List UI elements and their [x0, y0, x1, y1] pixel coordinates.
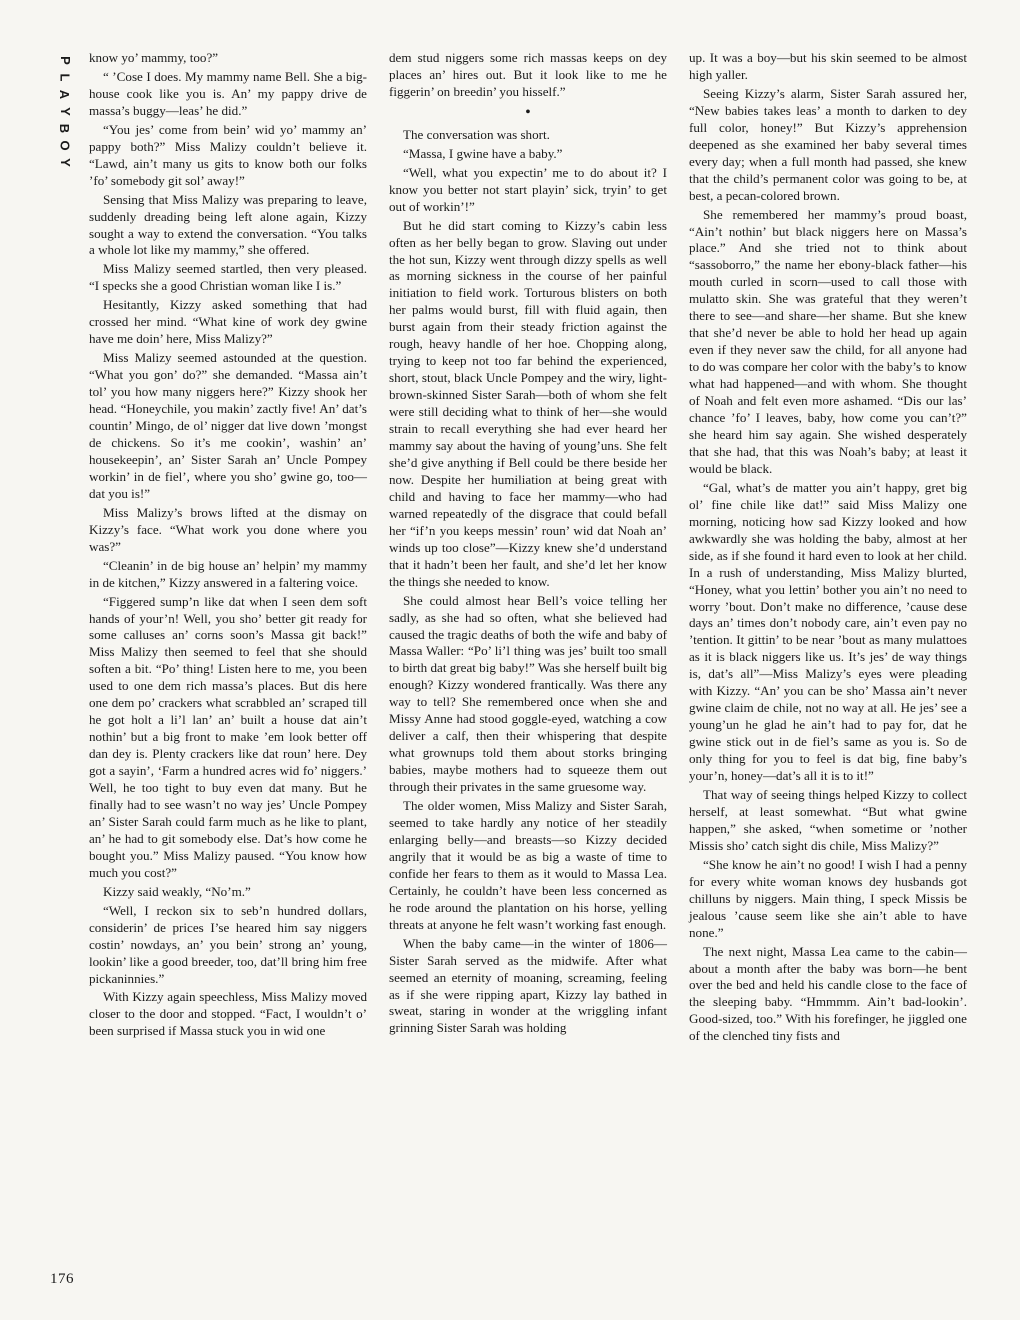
paragraph: know yo’ mammy, too?” [89, 50, 219, 65]
masthead-letter: B [57, 123, 73, 134]
masthead-letter: P [57, 56, 73, 65]
paragraph: “ ’Cose I does. My mammy name Bell. She a big-house cook like you is. An’ my pappy drive de massa’s buggy—leas’ he did.” [89, 68, 367, 118]
masthead-letter: L [57, 73, 73, 82]
paragraph: “She know he ain’t no good! I wish I had a penny for every white woman knows dey husbands got chilluns by niggers. Main thing, I speck Missis be jealous ’cause seem like she ain’t able to have none.” [689, 856, 967, 940]
paragraph: Miss Malizy’s brows lifted at the dismay on Kizzy’s face. “What work you done where you was?” [89, 504, 367, 554]
paragraph: She remembered her mammy’s proud boast, “Ain’t nothin’ but black niggers here on Massa’s place.” And she tried not to think about “sassoborro,” the name her ebony-black father—his mouth curled in scorn—used to call those with mulatto skin. She was grateful that they weren’t there to see—and share—her shame. But she knew that she’d never be able to hold her head up again even if they never saw the child, for all anyone had to do was compare her color with the baby’s to know what had happened—and with whom. She thought of Noah and felt even more ashamed. “Dis our las’ chance ’fo’ I leaves, baby, how come you can’t?” she heard him say again. She wished desperately that she had, that this was Noah’s baby; at least it would be black. [689, 206, 967, 476]
paragraph: up. It was a boy—but his skin seemed to be almost high yaller. [689, 50, 967, 82]
masthead-letter: Y [57, 107, 73, 116]
paragraph: But he did start coming to Kizzy’s cabin less often as her belly began to grow. Slaving out under the hot sun, Kizzy went through dizzy spells as well as morning sickness in the course of her painful initiation to field work. Torturous blisters on both her palms would burst, fill with fluid again, then burst again from their steady friction against the rough, heavy handle of her hoe. Chopping along, trying to keep not too far behind the experienced, short, stout, black Uncle Pompey and the wiry, light-brown-skinned Sister Sarah—both of whom she felt were still deciding what to think of her—she would strain to recall everything she had ever heard her mammy say about the having of young’uns. She felt she’d give anything if Bell could be there beside her now. Despite her humiliation at being great with child and having to face her mammy—who had warned repeatedly of the disgrace that could befall her “if’n you keeps messin’ roun’ wid dat Noah an’ winds up too close”—Kizzy knew she’d understand that it hadn’t been her fault, and she’d let her know the things she needed to know. [389, 217, 667, 589]
masthead-letter: O [57, 140, 73, 151]
page-number: 176 [50, 1271, 74, 1287]
masthead-letter: Y [57, 158, 73, 167]
paragraph: Hesitantly, Kizzy asked something that had crossed her mind. “What kine of work dey gwine have me doin’ here, Miss Malizy?” [89, 297, 367, 347]
masthead-letter: A [57, 89, 73, 100]
paragraph: “Cleanin’ in de big house an’ helpin’ my mammy in de kitchen,” Kizzy answered in a faltering voice. [89, 557, 367, 590]
paragraph: “Well, what you expectin’ me to do about it? I know you better not start playin’ sick, tryin’ to get out of workin’!” [389, 164, 667, 214]
paragraph: “Massa, I gwine have a baby.” [403, 145, 563, 161]
paragraph: “Figgered sump’n like dat when I seen dem soft hands of your’n! Well, you sho’ better git ready for some calluses an’ corns soon’s Massa git back!” Miss Malizy then seemed to feel that she should soften a bit. “Po’ thing! Listen here to me, you been used to one dem rich massa’s places. But dis here one dem po’ crackers what scrabbled an’ scraped till he got holt a li’l lan’ an’ built a house dat ain’t nothin’ but a big front to make ’em look better off dan dey is. Plenty crackers like dat roun’ here. Dey got a sayin’, ‘Farm a hundred acres wid fo’ niggers.’ Well, he too tight to buy even dat many. But he finally had to see wasn’t no way jes’ Uncle Pompey an’ Sister Sarah could farm much as he like to plant, an’ he had to git somebody else. Dat’s how come he bought you.” Miss Malizy paused. “You know how much you cost?” [89, 593, 367, 880]
text-column-1 [89, 50, 367, 1042]
paragraph: Kizzy said weakly, “No’m.” [103, 883, 251, 899]
paragraph: That way of seeing things helped Kizzy to collect herself, at least somewhat. “But what gwine happen,” she asked, “when sometime or ’nother Missis sho’ catch sight dis chile, Miss Malizy?” [689, 786, 967, 853]
paragraph: The conversation was short. [403, 126, 550, 142]
paragraph: “Gal, what’s de matter you ain’t happy, gret big ol’ fine chile like dat!” said Miss Malizy one morning, noticing how sad Kizzy looked and how awkwardly she was holding the baby, almost at her side, as if she found it hard even to look at her child. In a rush of understanding, Miss Malizy blurted, “Honey, what you lettin’ bother you ain’t no need to worry ’bout. Don’t make no difference, ’cause dese days an’ times don’t nobody care, ain’t even pay no ’tention. It gittin’ to be near ’bout as many mulattoes as it is black niggers like us. It’s jes’ de way things is, dat’s all”—Miss Malizy’s eyes were pleading with Kizzy. “An’ you can be sho’ Massa ain’t never gwine claim de chile, not no way at all. He jes’ see a young’un he glad he ain’t had to pay for, dat he gwine stick out in de fiel’s same as you is. So de only thing for you to feel is dat big, fine baby’s your’n, honey—dat’s all it is to it!” [689, 479, 967, 784]
section-break: • [525, 104, 531, 120]
paragraph: dem stud niggers some rich massas keeps on dey places an’ hires out. But it look like to me he figgerin’ on breedin’ you hisself.” [389, 50, 667, 99]
playboy-masthead [56, 52, 74, 171]
paragraph: With Kizzy again speechless, Miss Malizy moved closer to the door and stopped. “Fact, I wouldn’t o’ been surprised if Massa stuck you in wid one [89, 989, 367, 1039]
text-column-3 [689, 50, 967, 1047]
paragraph: Miss Malizy seemed astounded at the question. “What you gon’ do?” she demanded. “Massa ain’t tol’ you how many niggers here?” Kizzy shook her head. “Honeychile, you makin’ zactly five! An’ dat’s countin’ Mingo, de ol’ nigger dat live down ’mongst de chickens. So it’s me cookin’, washin’ an’ housekeepin’, an’ Sister Sarah an’ Uncle Pompey workin’ in de fiel’, where you sho’ gwine go, too—dat you is!” [89, 350, 367, 501]
paragraph: When the baby came—in the winter of 1806—Sister Sarah served as the midwife. After what seemed an eternity of moaning, screaming, feeling as if she were ripping apart, Kizzy lay bathed in sweat, staring in wonder at the wriggling infant grinning Sister Sarah was holding [389, 935, 667, 1036]
paragraph: “Well, I reckon six to seb’n hundred dollars, considerin’ de prices I’se heared him say niggers costin’ nowdays, an’ you bein’ strong an’ young, lookin’ like a good breeder, too, dat’ll bring him free pickaninnies.” [89, 902, 367, 986]
paragraph: The next night, Massa Lea came to the cabin—about a month after the baby was born—he bent over the bed and held his candle close to the face of the sleeping baby. “Hmmmm. Ain’t bad-lookin’. Good-sized, too.” With his forefinger, he jiggled one of the clenched tiny fists and [689, 943, 967, 1044]
text-column-2 [389, 50, 667, 1039]
paragraph: Sensing that Miss Malizy was preparing to leave, suddenly dreading being left alone again, Kizzy sought a way to extend the conversation. “You talks a whole lot like my mammy,” she offered. [89, 191, 367, 258]
paragraph: Seeing Kizzy’s alarm, Sister Sarah assured her, “New babies takes leas’ a month to darken to dey full color, honey!” But Kizzy’s apprehension deepened as she examined her baby several times every day; when a full month had passed, she knew that the child’s permanent color was going to be, at best, a pecan-colored brown. [689, 85, 967, 203]
paragraph: The older women, Miss Malizy and Sister Sarah, seemed to take hardly any notice of her steadily enlarging belly—and breasts—so Kizzy decided angrily that it would be as big a waste of time to confide her fears to them as it would to Massa Lea. Certainly, he couldn’t have been less concerned as he rode around the plantation on his horse, yelling threats at anyone he felt wasn’t working fast enough. [389, 798, 667, 932]
paragraph: “You jes’ come from bein’ wid yo’ mammy an’ pappy both?” Miss Malizy couldn’t believe it. “Lawd, ain’t many us gits to know both our folks ’fo’ somebody git sol’ away!” [89, 121, 367, 188]
paragraph: Miss Malizy seemed startled, then very pleased. “I specks she a good Christian woman like I is.” [89, 261, 367, 294]
paragraph: She could almost hear Bell’s voice telling her sadly, as she had so often, what she believed had caused the tragic deaths of both the wife and baby of Massa Waller: “Po’ li’l thing was jes’ built too small to birth dat great big baby!” Was she herself built big enough? Kizzy wondered frantically. Was there any way to tell? She remembered once when she and Missy Anne had stood goggle-eyed, watching a cow deliver a calf, then their whispering that despite what grownups told them about storks bringing babies, maybe mothers had to squeeze them out through their privates in the same gruesome way. [389, 592, 667, 795]
